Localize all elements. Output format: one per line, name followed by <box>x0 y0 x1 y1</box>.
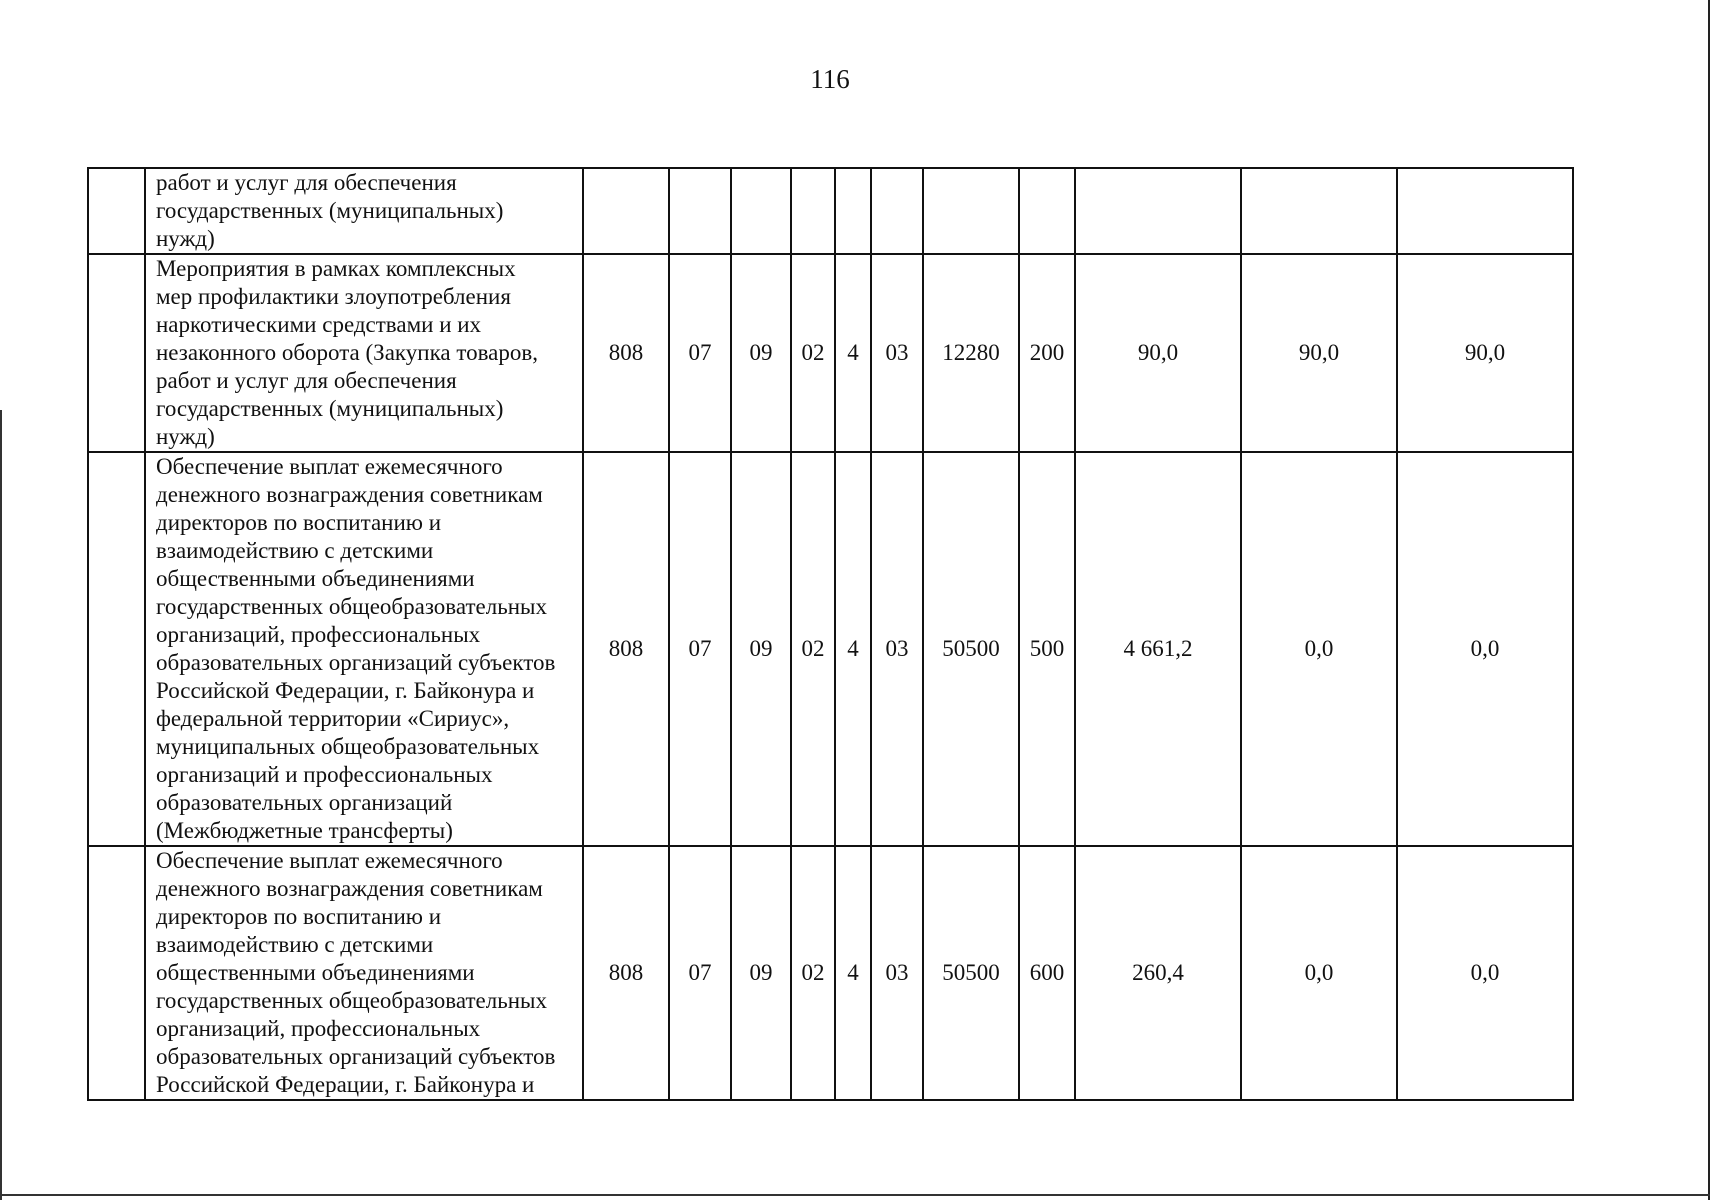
empty-cell <box>88 846 145 1100</box>
code-cell: 09 <box>731 254 791 452</box>
row-description: Мероприятия в рамках комплексных мер профилактики злоупотребления наркотическими средствами и их незаконного оборота (Закупка товаров, работ и услуг для обеспечения государственных (муниципальных) нужд) <box>145 254 583 452</box>
code-cell: 07 <box>669 254 731 452</box>
table-row <box>88 254 1573 452</box>
amount-cell: 90,0 <box>1241 254 1397 452</box>
amount-cell: 0,0 <box>1397 452 1573 846</box>
code-cell <box>923 168 1019 254</box>
amount-cell: 4 661,2 <box>1075 452 1241 846</box>
amount-cell: 260,4 <box>1075 846 1241 1100</box>
code-cell: 09 <box>731 452 791 846</box>
code-cell <box>583 168 669 254</box>
code-cell: 500 <box>1019 452 1075 846</box>
amount-cell <box>1075 168 1241 254</box>
code-cell <box>791 168 835 254</box>
amount-cell: 0,0 <box>1241 846 1397 1100</box>
code-cell: 07 <box>669 452 731 846</box>
row-description: работ и услуг для обеспечения государственных (муниципальных) нужд) <box>145 168 583 254</box>
code-cell: 600 <box>1019 846 1075 1100</box>
code-cell: 4 <box>835 452 871 846</box>
empty-cell <box>88 168 145 254</box>
code-cell: 09 <box>731 846 791 1100</box>
row-description: Обеспечение выплат ежемесячного денежного вознаграждения советникам директоров по воспитанию и взаимодействию с детскими общественными объединениями государственных общеобразовательных организаций, профессиональных образовательных организаций субъектов Российской Федерации, г. Байконура и <box>145 846 583 1100</box>
code-cell <box>835 168 871 254</box>
empty-cell <box>88 254 145 452</box>
table-row <box>88 452 1573 846</box>
scan-edge-bottom <box>0 1194 1710 1196</box>
code-cell: 03 <box>871 452 923 846</box>
code-cell <box>669 168 731 254</box>
code-cell: 808 <box>583 846 669 1100</box>
code-cell: 03 <box>871 254 923 452</box>
scan-edge-left <box>0 410 2 1200</box>
code-cell: 200 <box>1019 254 1075 452</box>
code-cell: 808 <box>583 452 669 846</box>
amount-cell <box>1397 168 1573 254</box>
amount-cell: 90,0 <box>1075 254 1241 452</box>
amount-cell: 0,0 <box>1397 846 1573 1100</box>
code-cell: 02 <box>791 254 835 452</box>
code-cell: 4 <box>835 254 871 452</box>
code-cell: 03 <box>871 846 923 1100</box>
budget-table <box>87 167 1574 1101</box>
code-cell: 50500 <box>923 452 1019 846</box>
code-cell: 02 <box>791 452 835 846</box>
amount-cell: 90,0 <box>1397 254 1573 452</box>
page-number: 116 <box>810 64 850 94</box>
code-cell: 12280 <box>923 254 1019 452</box>
code-cell: 02 <box>791 846 835 1100</box>
code-cell: 07 <box>669 846 731 1100</box>
code-cell <box>731 168 791 254</box>
empty-cell <box>88 452 145 846</box>
table-row <box>88 846 1573 1100</box>
row-description: Обеспечение выплат ежемесячного денежного вознаграждения советникам директоров по воспитанию и взаимодействию с детскими общественными объединениями государственных общеобразовательных организаций, профессиональных образовательных организаций субъектов Российской Федерации, г. Байконура и федеральной территории «Сириус», муниципальных общеобразовательных организаций и профессиональных образовательных организаций (Межбюджетные трансферты) <box>145 452 583 846</box>
amount-cell: 0,0 <box>1241 452 1397 846</box>
amount-cell <box>1241 168 1397 254</box>
code-cell: 808 <box>583 254 669 452</box>
code-cell <box>1019 168 1075 254</box>
code-cell: 50500 <box>923 846 1019 1100</box>
table-row <box>88 168 1573 254</box>
code-cell <box>871 168 923 254</box>
code-cell: 4 <box>835 846 871 1100</box>
